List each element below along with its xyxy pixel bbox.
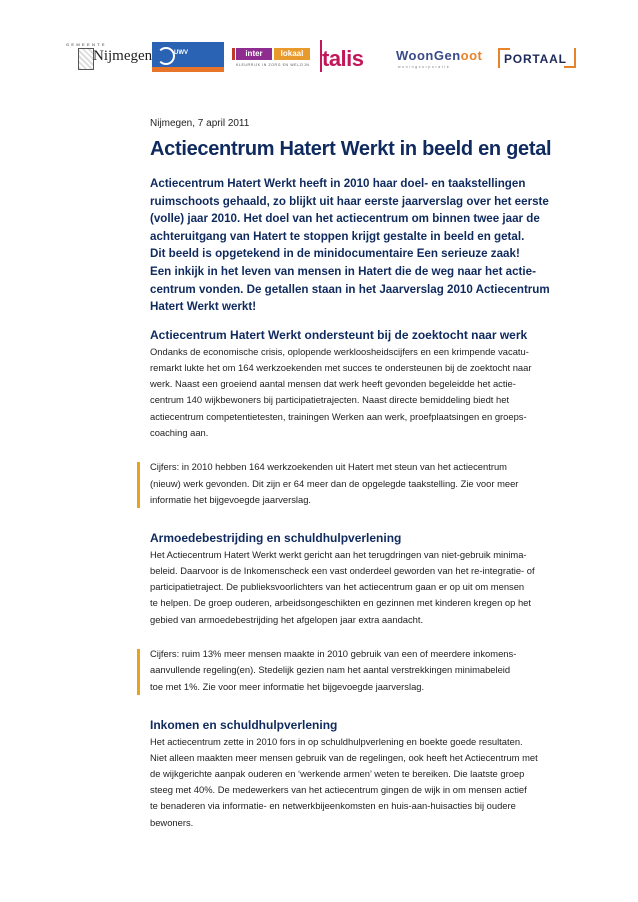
paragraph-line: te benaderen via informatie- en netwerkbijeenkomsten en huis-aan-huisacties bij oudere: [150, 800, 516, 812]
nijmegen-logo-name: Nijmegen: [93, 48, 153, 64]
paragraph-line: centrum 140 wijkbewoners bij participatietrajecten. Naast directe bemiddeling biedt het: [150, 394, 510, 406]
paragraph-line: remarkt lukte het om 164 werkzoekenden met succes te ondersteunen bij de zoektocht naar: [150, 361, 532, 373]
callout-bar: [137, 462, 140, 508]
paragraph-line: actiecentrum competentietesten, trainingen Werken aan werk, proefplaatsingen en groeps-: [150, 410, 527, 422]
callout-text: [150, 646, 580, 696]
interlokaal-logo: [232, 48, 310, 74]
lead-line: Dit beeld is opgetekend in de minidocumentaire Een serieuze zaak!: [150, 247, 520, 261]
lead-line: (volle) jaar 2010. Het doel van het actiecentrum om binnen twee jaar de: [150, 212, 540, 226]
lead-line: Actiecentrum Hatert Werkt heeft in 2010 haar doel- en taakstellingen: [150, 177, 526, 190]
paragraph-line: Het actiecentrum zette in 2010 fors in op schuldhulpverlening en boekte goede resultaten.: [150, 735, 523, 747]
talis-logo-name: talis: [322, 46, 364, 71]
callout-text: [150, 459, 580, 509]
lead-paragraph: [150, 175, 580, 316]
section-inkomen: [150, 718, 580, 831]
callout-bar: [137, 649, 140, 695]
callout-line: Cijfers: ruim 13% meer mensen maakte in 2010 gebruik van een of meerdere inkomens-: [150, 647, 517, 659]
woongenoot-logo-name: [396, 48, 482, 63]
nijmegen-logo-top: GEMEENTE: [66, 42, 107, 47]
lead-line: achteruitgang van Hatert te stoppen krijgt gestalte in beeld en getal.: [150, 229, 525, 243]
uwv-logo-strip: [152, 67, 224, 72]
lead-line: ruimschoots gehaald, zo blijkt uit haar eerste jaarverslag over het eerste: [150, 194, 549, 208]
page-title: Actiecentrum Hatert Werkt in beeld en getal: [150, 138, 552, 160]
paragraph-line: werk. Naast een groeiend aantal mensen dat werk heeft gevonden begeleidde het actie-: [150, 378, 516, 390]
callout-line: Cijfers: in 2010 hebben 164 werkzoekenden uit Hatert met steun van het actiecentrum: [150, 460, 507, 472]
interlokaal-tagline: KLEURRIJK IN ZORG EN WELZIJN: [236, 63, 310, 67]
lead-line: Een inkijk in het leven van mensen in Hatert die de weg naar het actie-: [150, 264, 536, 278]
callout-line: aanvullende regeling(en). Stedelijk gezien nam het aantal verstrekkingen minimabeleid: [150, 664, 511, 676]
talis-logo: [320, 40, 380, 74]
paragraph-line: steeg met 40%. De medewerkers van het actiecentrum gingen de wijk in om mensen actief: [150, 784, 527, 796]
uwv-swirl-icon: [157, 47, 175, 65]
paragraph-line: Niet alleen maakten meer mensen gebruik van de regelingen, ook heeft het Actiecentrum met: [150, 751, 538, 763]
figures-callout: [150, 459, 580, 509]
paragraph-line: te helpen. De groep ouderen, arbeidsongeschikten en gezinnen met kinderen kregen op het: [150, 597, 531, 609]
woongenoot-name-b: oot: [460, 48, 483, 63]
paragraph-line: Het Actiecentrum Hatert Werkt werkt gericht aan het terugdringen van niet-gebruik minima-: [150, 548, 527, 560]
callout-line: (nieuw) werk gevonden. Dit zijn er 64 meer dan de opgelegde taakstelling. Zie voor meer: [150, 477, 519, 489]
lead-line: Hatert Werkt werkt!: [150, 300, 257, 314]
interlokaal-part2: lokaal: [274, 48, 310, 60]
paragraph-line: bewoners.: [150, 816, 194, 828]
paragraph-line: gebied van armoedebestrijding het afgelopen jaar extra aandacht.: [150, 613, 424, 625]
woongenoot-tagline: woningcorporatie: [398, 65, 451, 69]
uwv-logo-name: UWV: [174, 50, 188, 56]
section-armoede: [150, 531, 580, 696]
uwv-logo: [152, 42, 224, 72]
paragraph-line: coaching aan.: [150, 426, 209, 438]
interlokaal-mark: [232, 48, 235, 60]
woongenoot-name-a: WoonGen: [396, 48, 461, 63]
paragraph-line: participatietraject. De publieksvoorlichters van het actiecentrum gaan er op uit om mensen: [150, 581, 525, 593]
portaal-logo: [498, 48, 578, 72]
woongenoot-logo: [396, 48, 492, 74]
lead-line: centrum vonden. De getallen staan in het Jaarverslag 2010 Actiecentrum: [150, 282, 550, 296]
section-paragraph: [150, 344, 580, 441]
press-release: [150, 118, 580, 831]
figures-callout: [150, 646, 580, 696]
callout-line: toe met 1%. Zie voor meer informatie het bijgevoegde jaarverslag.: [150, 680, 425, 692]
section-paragraph: [150, 547, 580, 628]
section-paragraph: [150, 734, 580, 831]
paragraph-line: de wijkgerichte aanpak ouderen en ‘werkende armen’ weten te bereiken. Die laatste groep: [150, 767, 525, 779]
section-werk: [150, 328, 580, 509]
section-heading: Inkomen en schuldhulpverlening: [150, 717, 338, 732]
section-heading: Armoedebestrijding en schuldhulpverlening: [150, 530, 402, 545]
section-heading: Actiecentrum Hatert Werkt ondersteunt bij de zoektocht naar werk: [150, 327, 528, 342]
callout-line: informatie het bijgevoegde jaarverslag.: [150, 494, 312, 506]
portaal-logo-name: PORTAAL: [504, 52, 567, 66]
paragraph-line: beleid. Daarvoor is de Inkomenscheck een vast onderdeel geworden van het re-integratie- of: [150, 564, 535, 576]
paragraph-line: Ondanks de economische crisis, oplopende werkloosheidscijfers en een krimpende vacatu-: [150, 345, 529, 357]
interlokaal-part1: inter: [236, 48, 272, 60]
logo-bar: [0, 38, 638, 88]
crest-icon: [78, 48, 94, 70]
nijmegen-logo: [66, 38, 156, 86]
release-date: Nijmegen, 7 april 2011: [150, 118, 250, 129]
